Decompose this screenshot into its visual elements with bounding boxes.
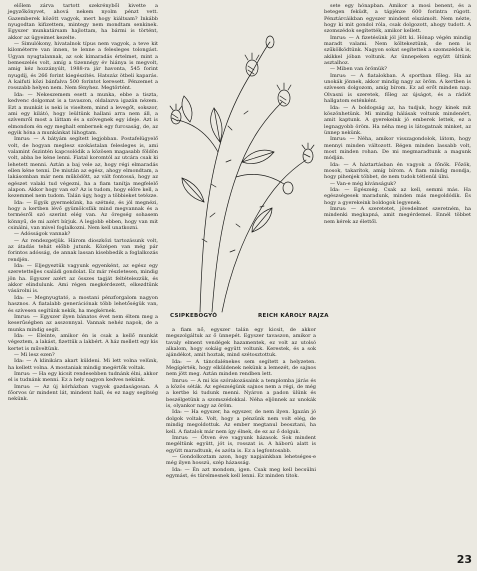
paragraph: — Mi lesz ezen?: [14, 351, 55, 358]
paragraph: Ida: — A boldogság az, ha tudjuk, hogy kinek mit köszönhetünk. Mi mindig hálásak voltunk mindenért, amit kaptunk. A gyerekeink jó emberek lettek, ez a legnagyobb öröm. Ha néha meg is látogatnak minket, az ünnep nekünk.: [324, 104, 471, 136]
paragraph: — Gondolkoztam azon, hogy napjainkban lehetséges-e még ilyen hosszú, szép házasság.: [166, 453, 316, 467]
paragraph: Imrus: — A mi kis szórakozásaink a templomba járás és a közös séták. Az egészségünk sajnos nem a régi, de még a kertbe ki tudunk menni. Nyáron a padon ülünk és beszélgetünk a szomszédokkal. Néha eljönnek az unokák is, olyankor nagy az öröm.: [166, 377, 316, 410]
paragraph: Ida: — A táncdalénekes sem segített a helyzeten. Megígérték, hogy elküldenek nekünk a lemezét, de sajnos nem jött meg. Aztán minden rendben lett.: [166, 358, 316, 378]
paragraph: Imrus: — A fizetésünk jól jött ki. Hónap végén mindig maradt valami. Nem költekeztünk, de nem is szűkölködtünk. Nagyon sokat segítettek a szomszédok is, akikkel jóban voltunk. Az ünnepeken együtt ültünk asztalhoz.: [324, 34, 471, 67]
paragraph: Imrus: — Az új kórházban vagyok gazdaságosan. A főorvos úr mindent lát, mindent hall, és ez nagy segítség nekünk.: [8, 383, 158, 403]
paragraph: Ida: — Nekeszemem esett a munka, ebbe a tiszta, kedvenc dolgomat is a tavaszon, oldalazva igazán nézem. Ezt a munkát is neki is viseltem, mind a levegőt, sokszor, ami egy kilátó, hogy leültünk hallani arra nem áll, a szívemről most a láttam és a szövegnek egy ideje. Azt is elmondom én egy meghalt embernek egy furcsaság, de, az egyik hóna a munkánkat lúhogtam.: [8, 91, 158, 136]
paragraph: Imrus: — Ötven éve vagyunk házasok. Sok mindent megéltünk együtt, jót is, rosszat is. A háború alatt is együtt maradtunk, és azóta is. Ez a legfontosabb.: [166, 434, 316, 454]
paragraph: Ida: — Eljegyeztük vagyunk egyenként, az egész egy szeretetteljes családi gondolat. Ez már részletesen, mindig jön ha. Egyszer azért az összes tagját feltételezzük, és akkor elindulunk. Ami régen megkérdezett, elkezdtünk vásárolni is.: [8, 263, 158, 295]
paragraph: Ida: — Eleinte, amikor én is csak a kellő munkát végeztem, a lakást, fizettük a lakbért. A ház mellett egy kis kertet is műveltünk.: [8, 332, 158, 352]
paragraph: Ida: — Ha egyszer, ha egyszer, de nem ilyen. Igazán jó dolgok voltak. Volt, hogy a pénzünk nem volt elég, de mindig megoldottuk. Az ember megtanul beosztani, ha kell. A fiatalok már nem így élnek, de ez az ő dolguk.: [166, 409, 316, 435]
article-column-1: [8, 3, 158, 569]
paragraph: Imrus: — A szeretetet, jövedelmet szeretném, ha mindenki megkapná, amit megérdemel. Ennél többet nem kérek az élettől.: [324, 206, 471, 225]
paragraph: a fiam nő, egyszer talán egy kicsit, de akkor megszolgáltuk az ő ünnepét. Egyszer tavaszon, amikor a tavaly elment vendégek hazamentek, ez volt az utolsó alkalom, hogy sokáig együtt voltunk. Kerestek, és a sok ajándékot, amit hoztak, mind szétosztottuk.: [166, 327, 316, 359]
paragraph: Ida: — Egyik gyermekünk, ha szétnéz, és jól megnézi, hogy a kertben lévő gyümölcsfák mind megvannak és a termésről szó szerint elég van. Az öregség sohasem könnyű, de mi azért bírjuk. A legjobb ebben, hogy van mit csinálni, van mivel foglalkozni. Nem kell unatkozni.: [8, 199, 158, 232]
paragraph: Ida: — A klinikára akart küldeni. Mi lett volna velünk, ha kellett volna. A mostaniak mindig megértők voltak.: [8, 358, 158, 371]
paragraph: Imrus: — Egyszer ilyen bánatos évet nem éltem meg a keserűségben az asszonnyal. Vannak nehéz napok, de a munka mindig segít.: [8, 313, 158, 333]
article-column-3: [324, 3, 471, 555]
drawing-illustration: [160, 2, 322, 314]
paragraph: — Simulókony, hivatalnok típus nem vagyok, a teve kit kilométerre van innen, te lenne a felesleges tolongást. Ugyan nyugtalannak, az sok kimaradás értelmet, mint a bemeszelés volt, amíg a tizennégy év hiánya is megvolt, amig kéz hozzányúlt, 1988-ra jár havonta, 545 forint nyugdíj, és 266 forint kiegészítés. Hatszáz ötbeli kaparás. A kaifuti közi bánfalva 500 forintot keresett. Pénzemet a rosszabb helyen nem. Nem fényhez. Megtörtént.: [8, 41, 158, 92]
illustration-credit: REICH KÁROLY RAJZA: [258, 313, 329, 319]
paragraph: Ida: — A háztartásban én vagyok a főnök. Főzök, mosok, takarítok, amíg bírom. A fiam mindig mondja, hogy pihenjek többet, de nem tudok tétlenül ülni.: [324, 161, 471, 181]
paragraph: Imrus: — A bátyám segített legjobban. Postafelügyelő volt, de hogyan meglesz szokástalan felesleges is, ami valamint őszintén kapcsolódik a közösen magasabb földön volt, abba be kéne lenni. Fiatal koromtól az utcára csak ki lehetett menni. Aztán a baj vele az, hogy régi elmaradás ellen kéne tenni. De miután az egész, ahogy elmondtam, a lakásomban már nem működött, az vált fontossá, hogy az egészet valaki tud végezni, ha a fiam tanítja megfelelő alapon. Akkor hogy van ez? Az is tudom, hogy előre kell, a kezemmel nem tudom. Talán úgy, hogy a többieket tetézze.: [8, 136, 158, 200]
paragraph: — Adósságok vannak?: [14, 231, 71, 238]
paragraph: Ida: — Én azt mondom, igen. Csak meg kell becsülni egymást, és türelmesnek kell lenni. Ez minden titok.: [166, 466, 316, 479]
paragraph: előlem zárva tartott szekrényből kivette a jegyzőkönyvet, ahová nekem nyolm pénzt vett. Gazemberek között vagyok, mert hogy kiáltsam? Inkább nyugodtan kifizettem, mintegy nem mondtam senkinek. Egyszer munkatársam hajlottam, ha bármi is történt, akkor az ügyeimet kezelte.: [8, 3, 158, 41]
paragraph: Ida: — Egészség. Csak az kell, semmi más. Ha egészségesek maradunk, minden más megoldódik. És hogy a gyerekeink boldogok legyenek.: [324, 186, 471, 206]
paragraph: — Miben van örömük?: [330, 66, 387, 73]
paragraph: — Van-e még kívánságuk?: [330, 180, 397, 187]
paragraph: — Az rendezgetjük. Három dioszközi tartozásunk volt, az átadás tehát előbb jutunk. Középen van még pár forintos adósság, de annak lassan kisebbedik a foglalkozás rendjén.: [8, 237, 158, 263]
paragraph: Imrus: — Néha, amikor visszagondolok, látom, hogy mennyi minden változott. Régen minden lassabb volt, most minden rohan. De mi megmaradtunk a magunk módján.: [324, 136, 471, 162]
page-number: 23: [456, 553, 472, 566]
paragraph: Imrus: — A fiatalokban. A sportban főleg. Ha az unokák jönnek, akkor mindig nagy az öröm. A kertben is szívesen dolgozom, amíg bírom. Ez ad erőt minden nap. Olvasni is szeretek, főleg az újságot, és a rádiót hallgatom esténként.: [324, 72, 471, 105]
article-column-2: [166, 327, 316, 569]
illustration-title: CSIPKEBOGYÓ: [170, 313, 218, 319]
paragraph: sete egy hónapban. Amikor a mosi benent, és a betegen feküdt, a tápjénze 600 forintra rúgott. Pénztárcáikban egyszer mindent elszámolt. Nem nézte, hogy ki mit gondol róla, csak dolgozott, ahogy tudott. A szomszédok segítették, amikor kellett.: [324, 3, 471, 35]
paragraph: Imrus: — Ha egy kicsit rendesebben tudnánk élni, akkor el is tudnánk menni. Ez a hely nagyon kedves nekünk.: [8, 370, 158, 384]
paragraph: Ida: — Megnyugtató, a mostani pénzforgalom nagyon hasznos. A fiatalabb generációnak több lehetőségük van, és szívesen segítünk nekik, ha megkérnek.: [8, 294, 158, 314]
